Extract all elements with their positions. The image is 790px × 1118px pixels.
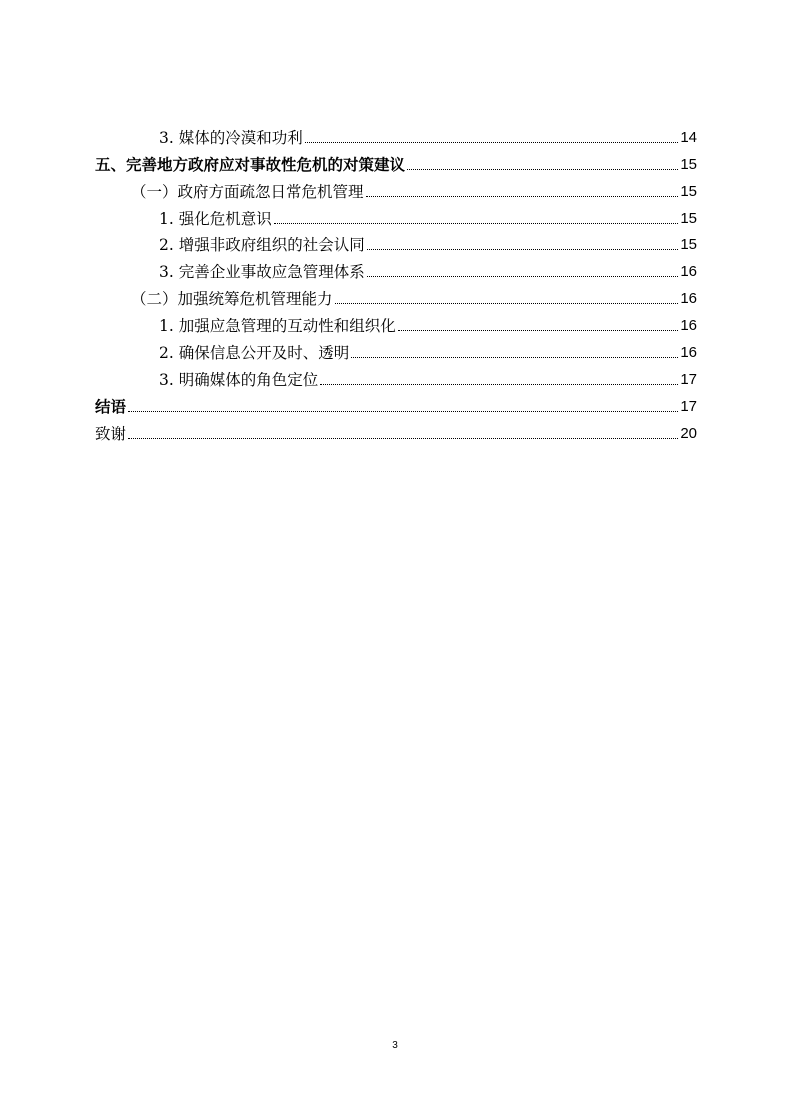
toc-entry[interactable] — [95, 336, 697, 363]
toc-dot-leader — [367, 276, 679, 277]
toc-dot-leader — [351, 357, 678, 358]
toc-entry-page: 16 — [680, 344, 697, 362]
toc-entry-page: 15 — [680, 182, 697, 200]
toc-entry-title: 2. 确保信息公开及时、透明 — [159, 344, 350, 363]
toc-dot-leader — [128, 411, 678, 412]
toc-entry-page: 15 — [680, 209, 697, 227]
toc-entry-title: 致谢 — [95, 424, 127, 443]
toc-entry[interactable] — [95, 175, 697, 202]
toc-dot-leader — [335, 303, 679, 304]
toc-entry-title: 1. 加强应急管理的互动性和组织化 — [159, 317, 396, 336]
toc-entry[interactable] — [95, 417, 697, 444]
toc-entry-page: 16 — [680, 263, 697, 281]
toc-dot-leader — [274, 223, 679, 224]
toc-entry-title: 1. 强化危机意识 — [159, 209, 272, 228]
toc-entry[interactable] — [95, 363, 697, 390]
toc-entry-title: 3. 明确媒体的角色定位 — [159, 370, 319, 389]
toc-entry-page: 16 — [680, 290, 697, 308]
toc-entry-page: 20 — [680, 424, 697, 442]
toc-entry-title: （二）加强统筹危机管理能力 — [131, 290, 333, 309]
page-number: 3 — [392, 1040, 398, 1051]
toc-entry-title: 五、完善地方政府应对事故性危机的对策建议 — [95, 155, 406, 174]
toc-entry-page: 17 — [680, 397, 697, 415]
toc-entry-page: 15 — [680, 155, 697, 173]
toc-dot-leader — [398, 330, 679, 331]
toc-dot-leader — [305, 142, 679, 143]
toc-dot-leader — [128, 438, 678, 439]
toc-dot-leader — [367, 249, 679, 250]
toc-entry[interactable] — [95, 121, 697, 148]
toc-entry-page: 15 — [680, 236, 697, 254]
toc-dot-leader — [366, 196, 679, 197]
toc-dot-leader — [320, 384, 678, 385]
toc-entry-title: （一）政府方面疏忽日常危机管理 — [131, 182, 364, 201]
toc-entry[interactable] — [95, 229, 697, 256]
toc-entry[interactable] — [95, 255, 697, 282]
toc-entry-page: 17 — [680, 370, 697, 388]
toc-entry-page: 16 — [680, 317, 697, 335]
toc-entry-title: 3. 完善企业事故应急管理体系 — [159, 263, 365, 282]
table-of-contents — [95, 121, 697, 444]
toc-entry[interactable] — [95, 282, 697, 309]
toc-entry-title: 3. 媒体的冷漠和功利 — [159, 128, 303, 147]
toc-entry-page: 14 — [680, 128, 697, 146]
toc-entry-title: 2. 增强非政府组织的社会认同 — [159, 236, 365, 255]
toc-entry[interactable] — [95, 148, 697, 175]
toc-entry[interactable] — [95, 390, 697, 417]
toc-dot-leader — [407, 169, 678, 170]
toc-entry[interactable] — [95, 202, 697, 229]
toc-entry[interactable] — [95, 309, 697, 336]
toc-entry-title: 结语 — [95, 397, 127, 416]
